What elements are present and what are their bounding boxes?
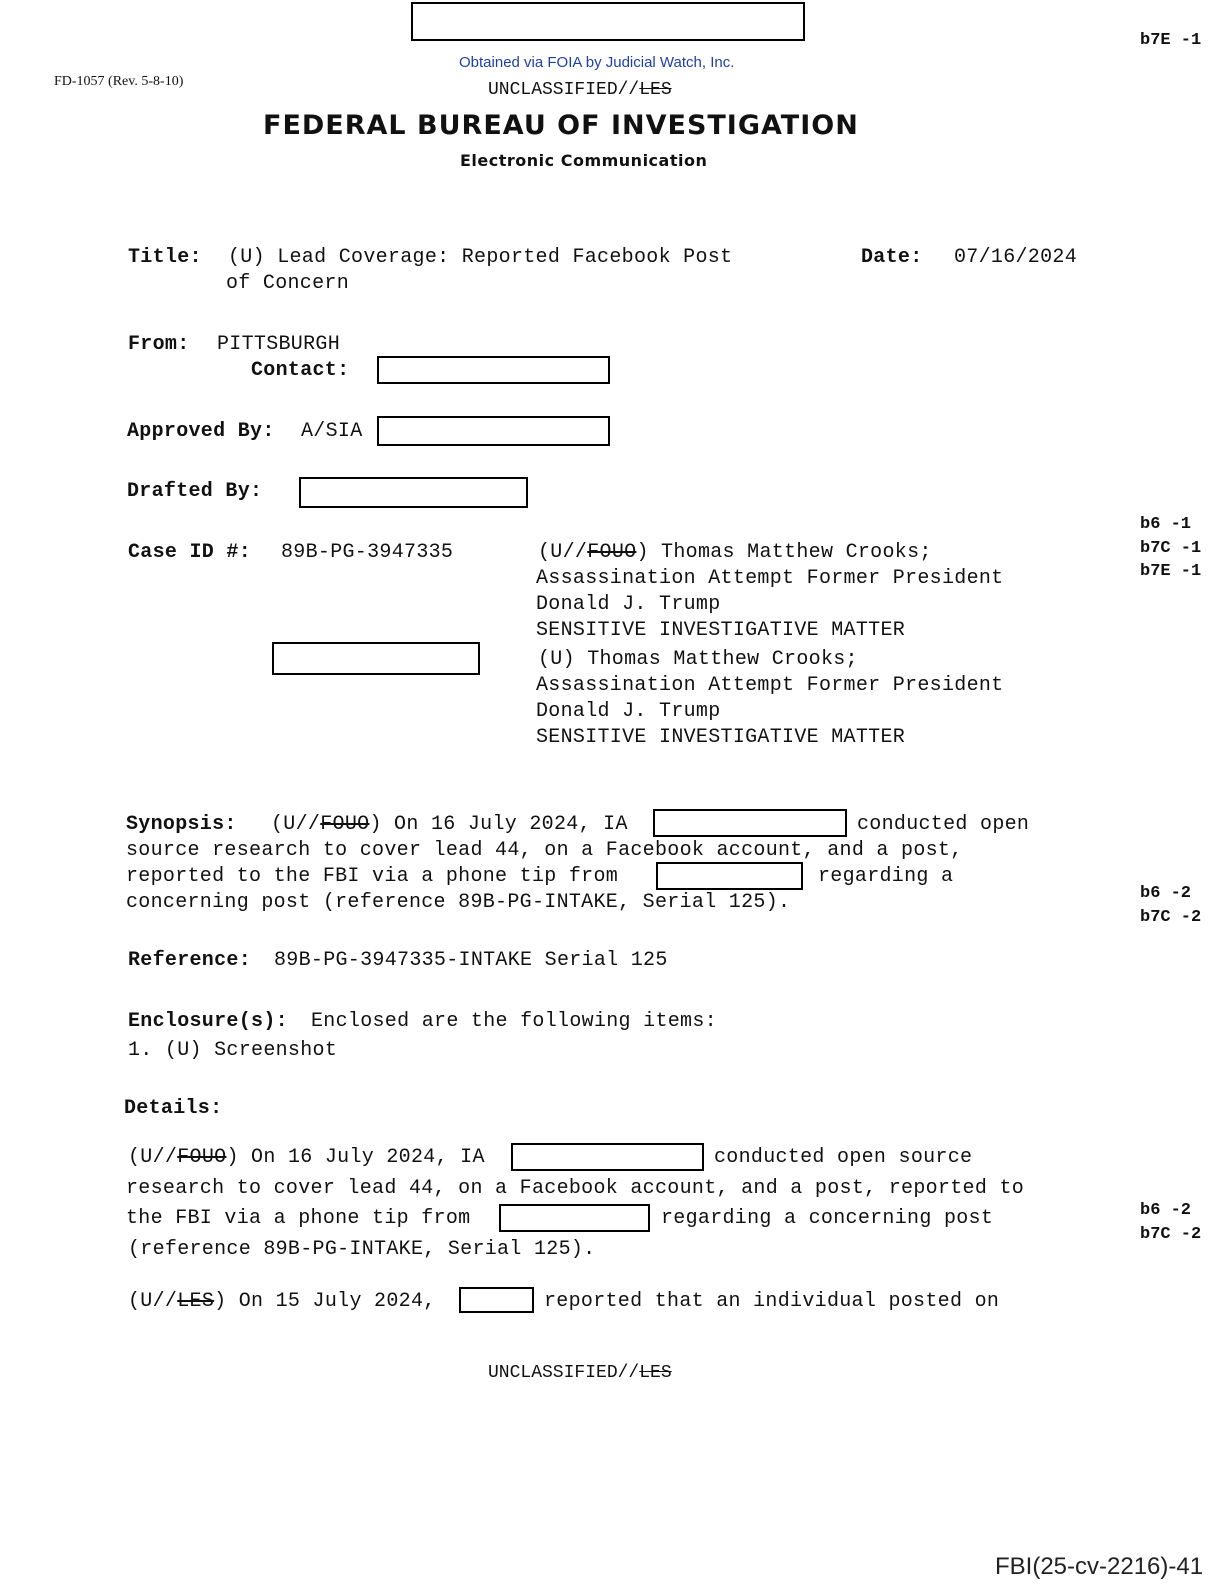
enclosures-label: Enclosure(s): (128, 1010, 288, 1033)
synopsis-label: Synopsis: (126, 813, 237, 836)
case-entry-1-line-2: Assassination Attempt Former President (536, 567, 1004, 590)
case-entry-1-text: ) Thomas Matthew Crooks; (636, 541, 932, 564)
redaction-box-details-ia (511, 1143, 704, 1171)
approved-by-value: A/SIA (301, 420, 363, 443)
case-entry-2-line-3: Donald J. Trump (536, 700, 721, 723)
case-entry-1-struck: FOUO (587, 541, 637, 564)
details-p1-struck: FOUO (177, 1146, 227, 1169)
case-entry-1-line-3: Donald J. Trump (536, 593, 721, 616)
case-entry-2-line-2: Assassination Attempt Former President (536, 674, 1004, 697)
exemption-details-1: b6 -2 (1140, 1201, 1192, 1220)
title-line-2: of Concern (226, 272, 350, 295)
case-entry-2-prefix: (U) (538, 648, 575, 671)
case-entry-1-line-1 (538, 541, 932, 564)
title-label: Title: (128, 246, 202, 269)
synopsis-line-3b: regarding a (818, 865, 954, 888)
enclosure-item-1: 1. (U) Screenshot (128, 1039, 338, 1062)
classification-footer-struck: LES (639, 1363, 672, 1383)
synopsis-text-1a: ) On 16 July 2024, IA (369, 813, 628, 836)
exemption-case-3: b7E -1 (1140, 562, 1202, 581)
synopsis-line-1b: conducted open (857, 813, 1030, 836)
from-label: From: (128, 333, 190, 356)
case-entry-2-line-1 (538, 648, 858, 671)
redaction-box-synopsis-ia (653, 809, 847, 837)
classification-prefix: UNCLASSIFIED// (488, 80, 640, 100)
redaction-box-contact (377, 356, 610, 384)
case-entry-2-text: Thomas Matthew Crooks; (574, 648, 858, 671)
synopsis-line-3a: reported to the FBI via a phone tip from (126, 865, 619, 888)
exemption-details-2: b7C -2 (1140, 1225, 1202, 1244)
classification-footer (488, 1363, 672, 1383)
details-p1-line-4: (reference 89B-PG-INTAKE, Serial 125). (128, 1238, 596, 1261)
enclosures-intro: Enclosed are the following items: (311, 1010, 717, 1033)
redaction-box-details-reporter (459, 1287, 534, 1313)
details-p1-prefix: (U// (128, 1146, 178, 1169)
contact-label: Contact: (251, 359, 350, 382)
exemption-case-2: b7C -1 (1140, 539, 1202, 558)
approved-by-label: Approved By: (127, 420, 275, 443)
details-label: Details: (124, 1097, 223, 1120)
details-p2-struck: LES (177, 1290, 215, 1313)
from-value: PITTSBURGH (217, 333, 341, 356)
redaction-box-top (411, 2, 805, 41)
bates-number: FBI(25-cv-2216)-41 (995, 1553, 1204, 1580)
details-p2-line-1a (128, 1290, 436, 1313)
details-p1-line-3b: regarding a concerning post (661, 1207, 994, 1230)
title-line-1: (U) Lead Coverage: Reported Facebook Post (228, 246, 733, 269)
details-p1-text-1a: ) On 16 July 2024, IA (226, 1146, 485, 1169)
exemption-synopsis-2: b7C -2 (1140, 908, 1202, 927)
case-id-label: Case ID #: (128, 541, 252, 564)
synopsis-line-4: concerning post (reference 89B-PG-INTAKE, Serial 125). (126, 891, 791, 914)
details-p2-line-1b: reported that an individual posted on (544, 1290, 1000, 1313)
synopsis-struck: FOUO (320, 813, 370, 836)
agency-title: FEDERAL BUREAU OF INVESTIGATION (263, 110, 859, 141)
case-entry-1-prefix: (U// (538, 541, 588, 564)
redaction-box-case-id (272, 642, 480, 675)
synopsis-prefix: (U// (271, 813, 321, 836)
details-p1-line-2: research to cover lead 44, on a Facebook account, and a post, reported to (126, 1177, 1025, 1200)
document-type: Electronic Communication (460, 151, 708, 170)
redaction-box-approver (377, 416, 610, 446)
details-p1-line-1b: conducted open source (714, 1146, 973, 1169)
foia-notice: Obtained via FOIA by Judicial Watch, Inc. (459, 54, 735, 71)
reference-value: 89B-PG-3947335-INTAKE Serial 125 (274, 949, 668, 972)
details-p2-prefix: (U// (128, 1290, 178, 1313)
classification-footer-prefix: UNCLASSIFIED// (488, 1363, 640, 1383)
drafted-by-label: Drafted By: (127, 480, 263, 503)
exemption-top: b7E -1 (1140, 31, 1202, 50)
details-p2-text-1a: ) On 15 July 2024, (214, 1290, 436, 1313)
redaction-box-synopsis-source (656, 862, 803, 890)
case-entry-2-line-4: SENSITIVE INVESTIGATIVE MATTER (536, 726, 906, 749)
details-p1-line-1a (128, 1146, 485, 1169)
redaction-box-drafter (299, 477, 528, 508)
case-id-value: 89B-PG-3947335 (281, 541, 454, 564)
form-number: FD-1057 (Rev. 5-8-10) (54, 74, 184, 89)
redaction-box-details-source (499, 1204, 650, 1232)
date-value: 07/16/2024 (954, 246, 1078, 269)
details-p1-line-3a: the FBI via a phone tip from (126, 1207, 471, 1230)
case-entry-1-line-4: SENSITIVE INVESTIGATIVE MATTER (536, 619, 906, 642)
synopsis-line-2: source research to cover lead 44, on a Facebook account, and a post, (126, 839, 963, 862)
exemption-synopsis-1: b6 -2 (1140, 884, 1192, 903)
date-label: Date: (861, 246, 923, 269)
synopsis-line-1a (271, 813, 628, 836)
reference-label: Reference: (128, 949, 252, 972)
classification-header (488, 80, 672, 100)
exemption-case-1: b6 -1 (1140, 515, 1192, 534)
classification-struck: LES (639, 80, 672, 100)
